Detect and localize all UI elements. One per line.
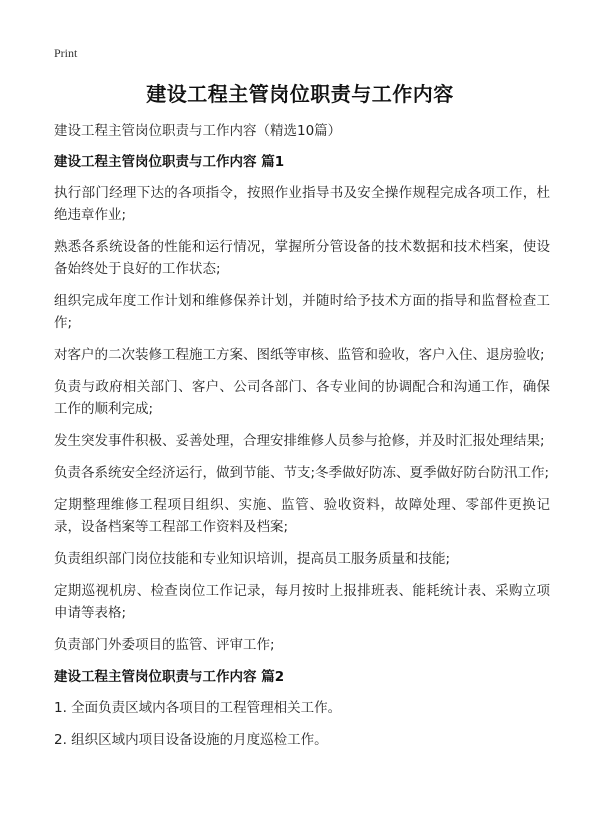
paragraph: 定期整理维修工程项目组织、实施、监管、验收资料，故障处理、零部件更换记录，设备档案等工程部工作资料及档案;: [54, 497, 550, 535]
section-2: [54, 666, 550, 751]
print-label: Print: [54, 46, 78, 60]
paragraph: 2. 组织区域内项目设备设施的月度巡检工作。: [54, 732, 328, 748]
paragraph: 负责部门外委项目的监管、评审工作;: [54, 637, 275, 653]
paragraph: 负责各系统安全经济运行，做到节能、节支;冬季做好防冻、夏季做好防台防汛工作;: [54, 465, 550, 481]
paragraph: 对客户的二次装修工程施工方案、图纸等审核、监管和验收，客户入住、退房验收;: [54, 347, 545, 363]
paragraph: 负责组织部门岗位技能和专业知识培训，提高员工服务质量和技能;: [54, 551, 451, 567]
paragraph: 1. 全面负责区域内各项目的工程管理相关工作。: [54, 700, 342, 716]
paragraph: 发生突发事件积极、妥善处理，合理安排维修人员参与抢修，并及时汇报处理结果;: [54, 433, 545, 449]
section-1: [54, 151, 550, 656]
document-subtitle: 建设工程主管岗位职责与工作内容（精选10篇）: [54, 123, 342, 139]
section-heading: 建设工程主管岗位职责与工作内容 篇2: [54, 669, 285, 685]
paragraph: 组织完成年度工作计划和维修保养计划，并随时给予技术方面的指导和监督检查工作;: [54, 293, 550, 331]
section-heading: 建设工程主管岗位职责与工作内容 篇1: [54, 154, 285, 170]
paragraph: 负责与政府相关部门、客户、公司各部门、各专业间的协调配合和沟通工作，确保工作的顺利完成;: [54, 379, 550, 417]
page-title: 建设工程主管岗位职责与工作内容: [146, 82, 454, 106]
paragraph: 熟悉各系统设备的性能和运行情况，掌握所分管设备的技术数据和技术档案，使设备始终处于良好的工作状态;: [54, 239, 550, 277]
paragraph: 定期巡视机房、检查岗位工作记录，每月按时上报排班表、能耗统计表、采购立项申请等表格;: [54, 583, 550, 621]
document-body: [54, 120, 550, 761]
paragraph: 执行部门经理下达的各项指令，按照作业指导书及安全操作规程完成各项工作，杜绝违章作业;: [54, 185, 550, 223]
